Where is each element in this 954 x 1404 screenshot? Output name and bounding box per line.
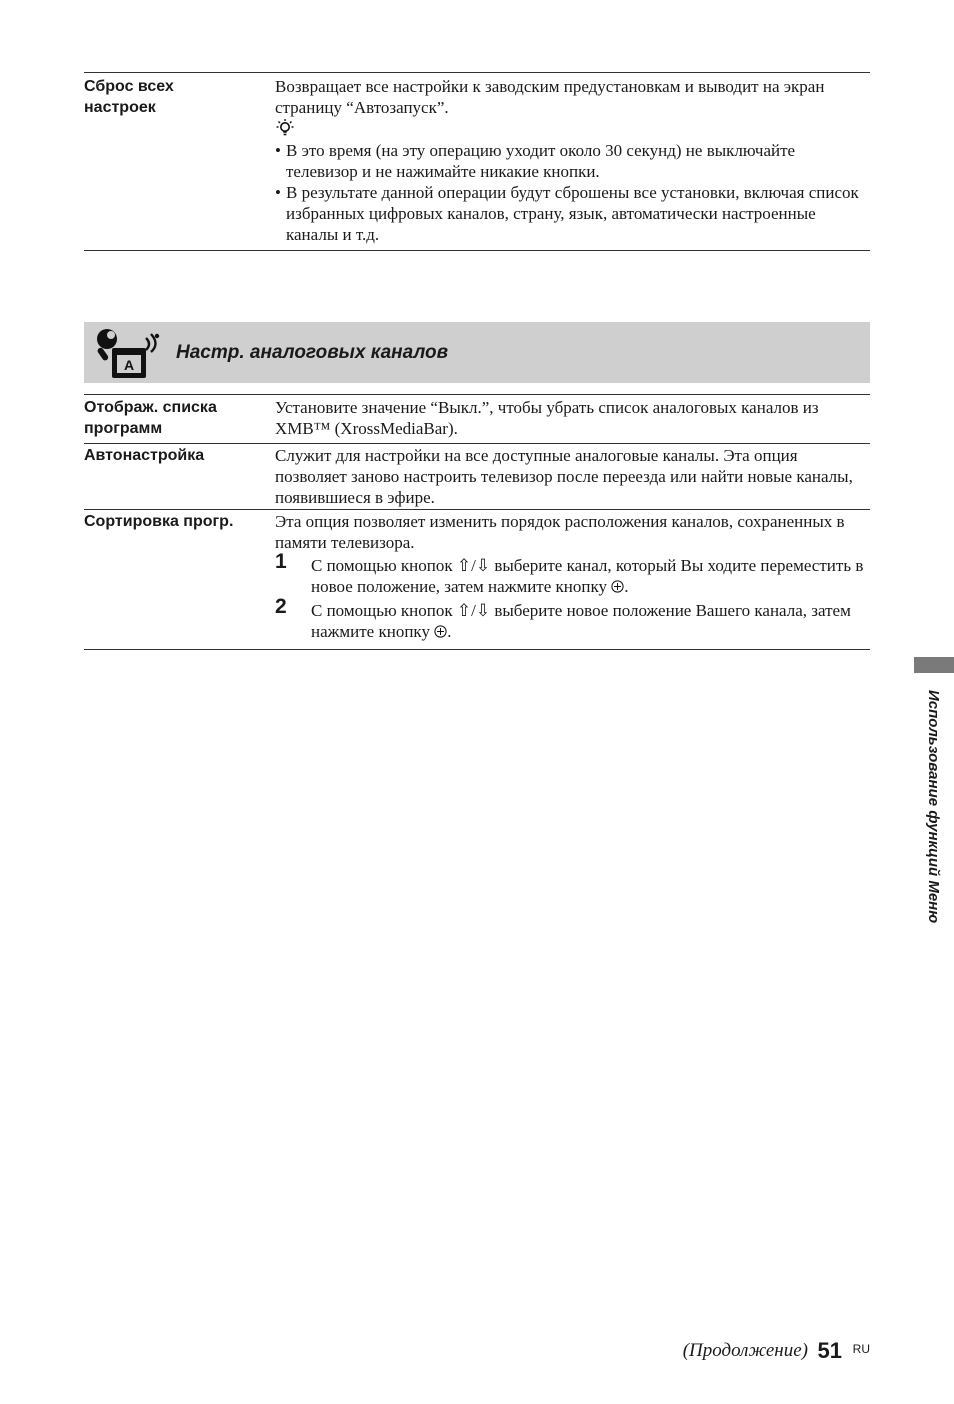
reset-bullet-text: В результате данной операции будут сброшены все установки, включая список избранных цифровых каналов, страну, язык, автоматически настроенные каналы и т.д. bbox=[286, 183, 859, 244]
step-item bbox=[275, 595, 870, 643]
step-text: С помощью кнопок ⇧/⇩ выберите новое положение Вашего канала, затем нажмите кнопку bbox=[311, 601, 851, 641]
row-desc: Установите значение “Выкл.”, чтобы убрать список аналоговых каналов из XMB™ (XrossMediaBar). bbox=[275, 398, 819, 438]
side-section-label bbox=[926, 690, 942, 980]
reset-table bbox=[84, 72, 870, 251]
row-desc bbox=[275, 511, 870, 643]
page-number: 51 bbox=[817, 1338, 842, 1363]
enter-button-icon bbox=[611, 577, 624, 598]
section-header bbox=[84, 322, 870, 383]
step-number: 1 bbox=[275, 550, 287, 573]
reset-bullet bbox=[275, 182, 870, 245]
analog-setup-icon bbox=[94, 328, 164, 378]
row-desc: Служит для настройки на все доступные аналоговые каналы. Эта опция позволяет заново настроить телевизор после переезда или найти новые каналы, появившиеся в эфире. bbox=[275, 446, 853, 507]
lightbulb-tip-icon bbox=[275, 118, 870, 140]
step-text: С помощью кнопок ⇧/⇩ выберите канал, который Вы ходите переместить в новое положение, затем нажмите кнопку bbox=[311, 556, 864, 596]
side-tab-marker bbox=[914, 657, 954, 673]
reset-desc bbox=[275, 76, 870, 245]
step-text-end: . bbox=[624, 577, 629, 596]
step-text-end: . bbox=[447, 622, 452, 641]
enter-button-icon bbox=[434, 622, 447, 643]
row-term: Сортировка прогр. bbox=[84, 513, 234, 530]
step-number: 2 bbox=[275, 595, 287, 618]
page-language: RU bbox=[852, 1342, 870, 1356]
reset-row bbox=[84, 72, 870, 251]
section-title: Настр. аналоговых каналов bbox=[176, 342, 449, 363]
reset-bullet-text: В это время (на эту операцию уходит около 30 секунд) не выключайте телевизор и не нажимайте никакие кнопки. bbox=[286, 141, 796, 181]
table-row bbox=[84, 443, 870, 509]
reset-bullet bbox=[275, 140, 870, 182]
row-term: Автонастройка bbox=[84, 447, 205, 464]
step-item bbox=[275, 550, 870, 598]
reset-desc-text: Возвращает все настройки к заводским предустановкам и выводит на экран страницу “Автозапуск”. bbox=[275, 77, 825, 117]
row-term: Отображ. списка программ bbox=[84, 399, 217, 437]
side-label-text: Использование функций Меню bbox=[925, 690, 942, 924]
continued-text: (Продолжение) bbox=[682, 1340, 808, 1361]
svg-text:A: A bbox=[123, 357, 135, 373]
table-row bbox=[84, 509, 870, 650]
bullet-dot: • bbox=[275, 141, 281, 160]
row-desc-text: Эта опция позволяет изменить порядок расположения каналов, сохраненных в памяти телевизора. bbox=[275, 512, 845, 552]
table-row bbox=[84, 394, 870, 443]
analog-table bbox=[84, 394, 870, 650]
reset-term: Сброс всех настроек bbox=[84, 78, 174, 116]
bullet-dot: • bbox=[275, 183, 281, 202]
